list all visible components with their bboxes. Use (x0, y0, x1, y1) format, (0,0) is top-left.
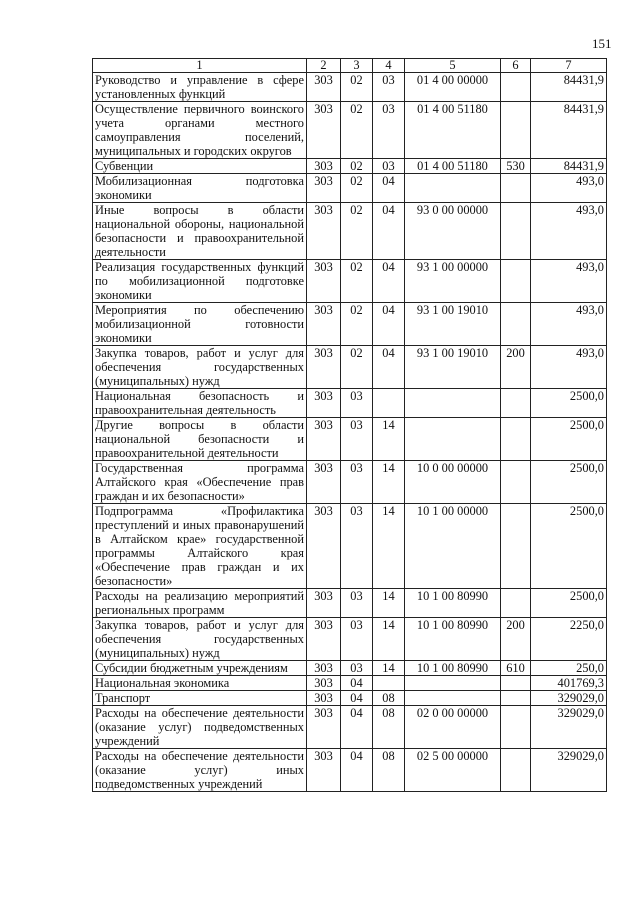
row-target-article-cell: 93 1 00 00000 (405, 260, 501, 303)
row-target-article-cell (405, 418, 501, 461)
row-code-cell: 303 (307, 589, 341, 618)
row-section-cell: 04 (341, 691, 373, 706)
row-section-cell: 03 (341, 618, 373, 661)
row-target-article-cell (405, 691, 501, 706)
row-target-article-cell: 93 1 00 19010 (405, 346, 501, 389)
row-target-article-cell: 10 1 00 80990 (405, 618, 501, 661)
row-expense-type-cell (501, 418, 531, 461)
row-amount-cell: 2250,0 (531, 618, 607, 661)
row-amount-cell: 84431,9 (531, 73, 607, 102)
row-code-cell: 303 (307, 102, 341, 159)
row-code-cell: 303 (307, 461, 341, 504)
table-row (93, 389, 607, 418)
row-amount-cell: 2500,0 (531, 418, 607, 461)
table-row (93, 589, 607, 618)
header-cell: 6 (501, 59, 531, 73)
row-target-article-cell: 10 1 00 80990 (405, 661, 501, 676)
table-row (93, 73, 607, 102)
row-target-article-cell: 93 0 00 00000 (405, 203, 501, 260)
row-name-cell: Субсидии бюджетным учреждениям (93, 661, 307, 676)
row-expense-type-cell (501, 102, 531, 159)
row-subsection-cell: 08 (373, 706, 405, 749)
row-code-cell: 303 (307, 676, 341, 691)
row-section-cell: 02 (341, 102, 373, 159)
row-subsection-cell: 04 (373, 303, 405, 346)
row-expense-type-cell (501, 676, 531, 691)
table-row (93, 303, 607, 346)
row-expense-type-cell (501, 303, 531, 346)
row-section-cell: 03 (341, 461, 373, 504)
table-body (93, 73, 607, 792)
row-subsection-cell: 04 (373, 203, 405, 260)
header-cell: 2 (307, 59, 341, 73)
table-row (93, 102, 607, 159)
row-section-cell: 02 (341, 260, 373, 303)
row-target-article-cell: 01 4 00 51180 (405, 159, 501, 174)
row-subsection-cell: 14 (373, 504, 405, 589)
row-target-article-cell: 01 4 00 51180 (405, 102, 501, 159)
header-cell: 1 (93, 59, 307, 73)
row-code-cell: 303 (307, 691, 341, 706)
row-name-cell: Реализация государственных функций по мобилизационной подготовке экономики (93, 260, 307, 303)
row-code-cell: 303 (307, 174, 341, 203)
row-target-article-cell: 02 0 00 00000 (405, 706, 501, 749)
table-row (93, 676, 607, 691)
row-amount-cell: 493,0 (531, 260, 607, 303)
row-name-cell: Подпрограмма «Профилактика преступлений и иных правонарушений в Алтайском крае» государственной программы Алтайского края «Обеспечение прав граждан и их безопасности» (93, 504, 307, 589)
row-name-cell: Субвенции (93, 159, 307, 174)
row-subsection-cell: 14 (373, 618, 405, 661)
row-expense-type-cell: 200 (501, 618, 531, 661)
row-subsection-cell (373, 389, 405, 418)
row-name-cell: Расходы на реализацию мероприятий региональных программ (93, 589, 307, 618)
table-row (93, 461, 607, 504)
row-subsection-cell: 14 (373, 589, 405, 618)
row-amount-cell: 329029,0 (531, 706, 607, 749)
row-code-cell: 303 (307, 618, 341, 661)
row-expense-type-cell (501, 73, 531, 102)
row-section-cell: 02 (341, 73, 373, 102)
row-name-cell: Транспорт (93, 691, 307, 706)
row-expense-type-cell (501, 461, 531, 504)
row-amount-cell: 493,0 (531, 174, 607, 203)
budget-table (92, 58, 607, 792)
row-section-cell: 03 (341, 504, 373, 589)
row-expense-type-cell (501, 691, 531, 706)
row-subsection-cell: 03 (373, 73, 405, 102)
row-amount-cell: 329029,0 (531, 749, 607, 792)
row-amount-cell: 2500,0 (531, 589, 607, 618)
row-name-cell: Осуществление первичного воинского учета органами местного самоуправления поселений, муниципальных и городских округов (93, 102, 307, 159)
row-section-cell: 04 (341, 749, 373, 792)
row-code-cell: 303 (307, 706, 341, 749)
row-subsection-cell: 04 (373, 346, 405, 389)
row-expense-type-cell (501, 589, 531, 618)
row-target-article-cell (405, 676, 501, 691)
table-header (93, 59, 607, 73)
row-target-article-cell: 10 0 00 00000 (405, 461, 501, 504)
row-name-cell: Национальная экономика (93, 676, 307, 691)
table-row (93, 203, 607, 260)
row-name-cell: Иные вопросы в области национальной обороны, национальной безопасности и правоохранительной деятельности (93, 203, 307, 260)
row-section-cell: 04 (341, 676, 373, 691)
row-code-cell: 303 (307, 203, 341, 260)
row-subsection-cell: 03 (373, 102, 405, 159)
row-name-cell: Закупка товаров, работ и услуг для обеспечения государственных (муниципальных) нужд (93, 618, 307, 661)
table-row (93, 661, 607, 676)
header-cell: 3 (341, 59, 373, 73)
row-code-cell: 303 (307, 661, 341, 676)
row-name-cell: Руководство и управление в сфере установленных функций (93, 73, 307, 102)
row-expense-type-cell (501, 260, 531, 303)
row-target-article-cell: 10 1 00 80990 (405, 589, 501, 618)
row-subsection-cell: 04 (373, 174, 405, 203)
row-section-cell: 02 (341, 203, 373, 260)
row-code-cell: 303 (307, 504, 341, 589)
header-cell: 5 (405, 59, 501, 73)
table-row (93, 260, 607, 303)
row-expense-type-cell (501, 389, 531, 418)
row-section-cell: 03 (341, 389, 373, 418)
page-number: 151 (592, 36, 612, 51)
row-name-cell: Национальная безопасность и правоохранительная деятельность (93, 389, 307, 418)
table-row (93, 749, 607, 792)
row-code-cell: 303 (307, 159, 341, 174)
row-name-cell: Государственная программа Алтайского края «Обеспечение прав граждан и их безопасности» (93, 461, 307, 504)
row-target-article-cell (405, 389, 501, 418)
row-target-article-cell: 10 1 00 00000 (405, 504, 501, 589)
row-subsection-cell: 14 (373, 461, 405, 504)
row-amount-cell: 493,0 (531, 346, 607, 389)
row-subsection-cell (373, 676, 405, 691)
row-code-cell: 303 (307, 389, 341, 418)
row-target-article-cell: 02 5 00 00000 (405, 749, 501, 792)
row-code-cell: 303 (307, 346, 341, 389)
header-cell: 4 (373, 59, 405, 73)
table-row (93, 691, 607, 706)
row-section-cell: 02 (341, 159, 373, 174)
row-section-cell: 02 (341, 346, 373, 389)
row-code-cell: 303 (307, 260, 341, 303)
row-name-cell: Мобилизационная подготовка экономики (93, 174, 307, 203)
row-name-cell: Закупка товаров, работ и услуг для обеспечения государственных (муниципальных) нужд (93, 346, 307, 389)
row-amount-cell: 493,0 (531, 303, 607, 346)
header-row (93, 59, 607, 73)
table-row (93, 174, 607, 203)
row-expense-type-cell: 530 (501, 159, 531, 174)
row-amount-cell: 2500,0 (531, 389, 607, 418)
row-subsection-cell: 08 (373, 691, 405, 706)
row-target-article-cell (405, 174, 501, 203)
row-amount-cell: 2500,0 (531, 461, 607, 504)
row-amount-cell: 401769,3 (531, 676, 607, 691)
row-amount-cell: 84431,9 (531, 102, 607, 159)
row-amount-cell: 250,0 (531, 661, 607, 676)
header-cell: 7 (531, 59, 607, 73)
row-target-article-cell: 01 4 00 00000 (405, 73, 501, 102)
row-amount-cell: 493,0 (531, 203, 607, 260)
row-expense-type-cell (501, 706, 531, 749)
row-target-article-cell: 93 1 00 19010 (405, 303, 501, 346)
row-expense-type-cell (501, 504, 531, 589)
row-section-cell: 03 (341, 589, 373, 618)
row-expense-type-cell (501, 749, 531, 792)
row-subsection-cell: 08 (373, 749, 405, 792)
row-amount-cell: 2500,0 (531, 504, 607, 589)
row-subsection-cell: 03 (373, 159, 405, 174)
row-expense-type-cell: 200 (501, 346, 531, 389)
row-section-cell: 02 (341, 303, 373, 346)
row-subsection-cell: 04 (373, 260, 405, 303)
row-subsection-cell: 14 (373, 418, 405, 461)
row-section-cell: 03 (341, 418, 373, 461)
row-name-cell: Другие вопросы в области национальной безопасности и правоохранительной деятельности (93, 418, 307, 461)
row-section-cell: 03 (341, 661, 373, 676)
table-row (93, 504, 607, 589)
table-row (93, 346, 607, 389)
table-row (93, 706, 607, 749)
row-name-cell: Мероприятия по обеспечению мобилизационной готовности экономики (93, 303, 307, 346)
row-expense-type-cell (501, 203, 531, 260)
row-name-cell: Расходы на обеспечение деятельности (оказание услуг) иных подведомственных учреждений (93, 749, 307, 792)
table-row (93, 159, 607, 174)
row-code-cell: 303 (307, 418, 341, 461)
row-subsection-cell: 14 (373, 661, 405, 676)
row-amount-cell: 84431,9 (531, 159, 607, 174)
row-code-cell: 303 (307, 749, 341, 792)
row-code-cell: 303 (307, 303, 341, 346)
row-section-cell: 02 (341, 174, 373, 203)
row-code-cell: 303 (307, 73, 341, 102)
row-amount-cell: 329029,0 (531, 691, 607, 706)
row-expense-type-cell (501, 174, 531, 203)
row-section-cell: 04 (341, 706, 373, 749)
table-row (93, 618, 607, 661)
row-expense-type-cell: 610 (501, 661, 531, 676)
table-row (93, 418, 607, 461)
row-name-cell: Расходы на обеспечение деятельности (оказание услуг) подведомственных учреждений (93, 706, 307, 749)
